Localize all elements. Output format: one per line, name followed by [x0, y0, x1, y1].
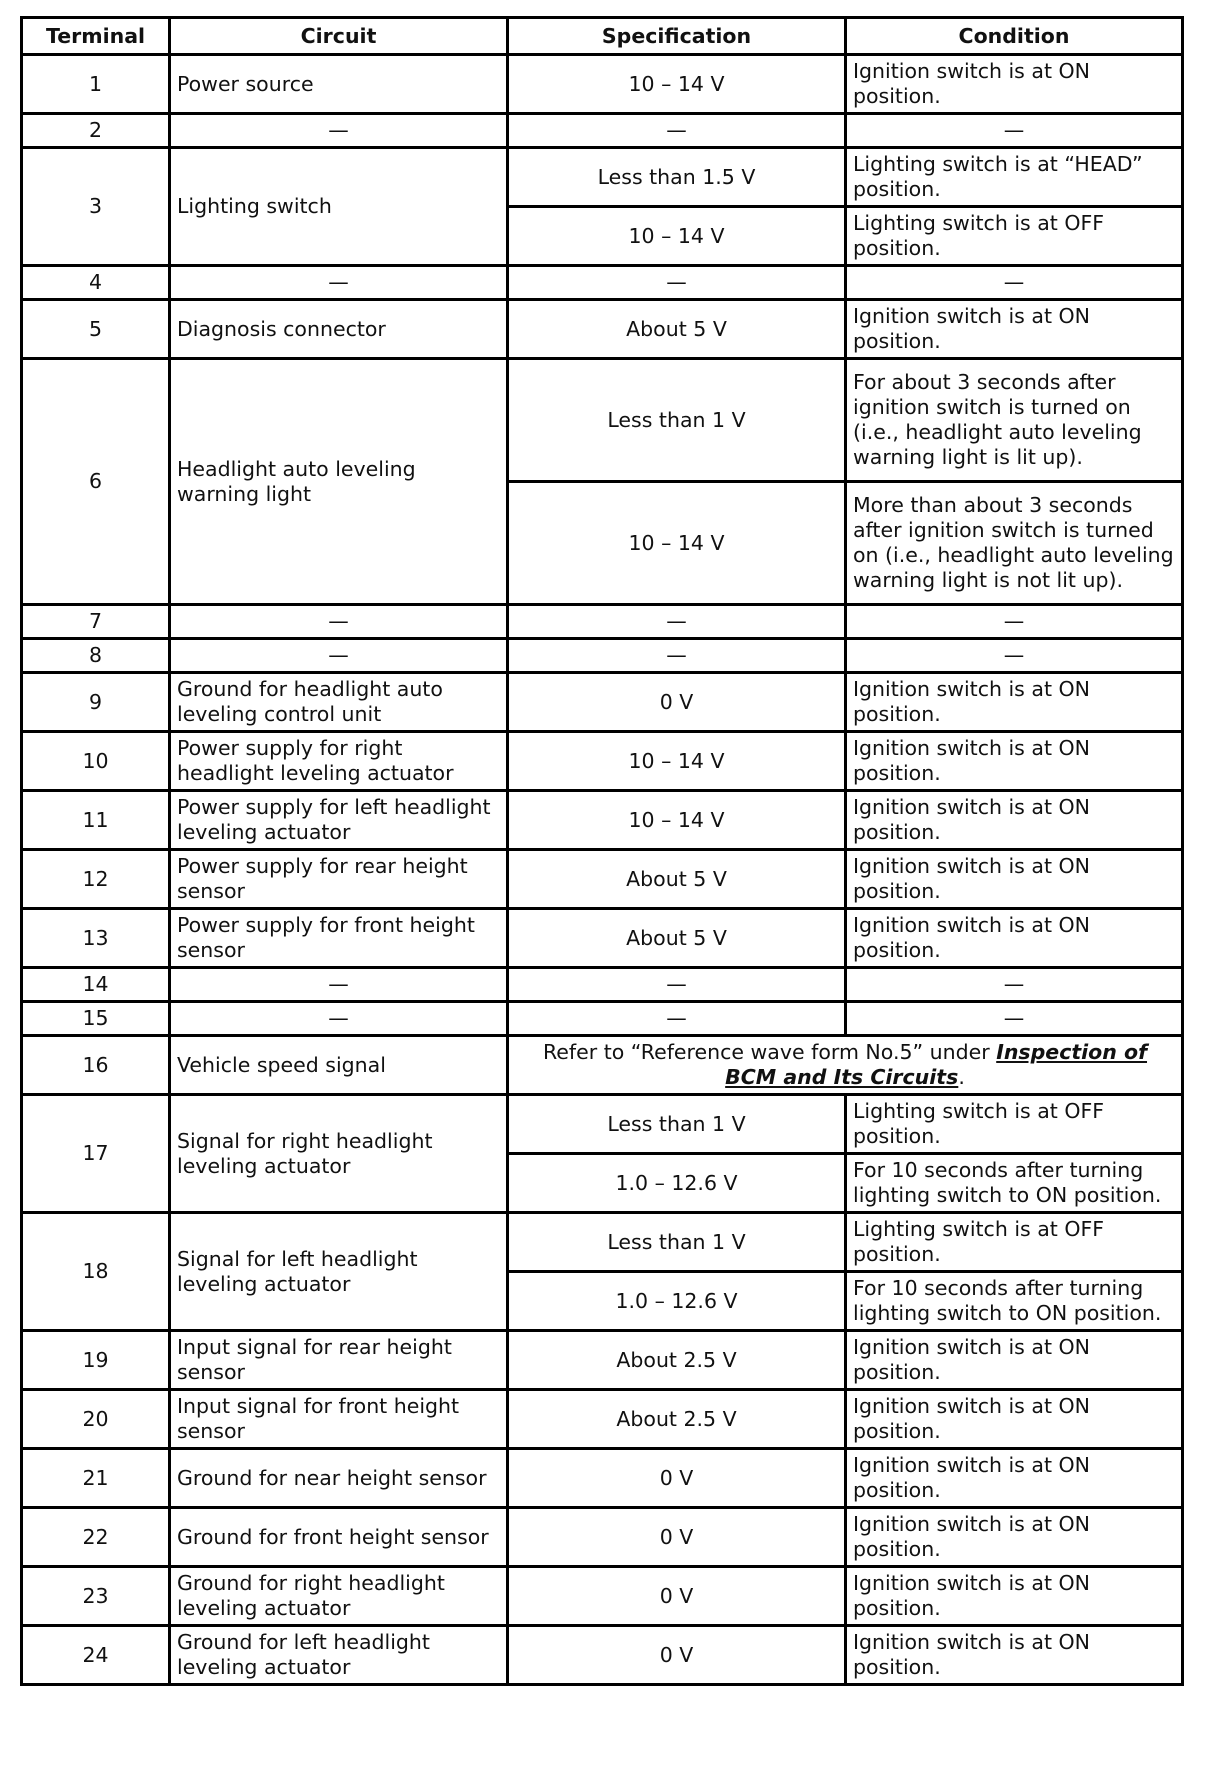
specification-cell: Less than 1 V: [508, 1213, 846, 1272]
circuit-cell: —: [170, 114, 508, 148]
circuit-cell: Power source: [170, 55, 508, 114]
condition-cell: For about 3 seconds after ignition switch is turned on (i.e., headlight auto leveling warning light is lit up).: [846, 359, 1183, 482]
specification-cell: About 5 V: [508, 300, 846, 359]
terminal-cell: 6: [22, 359, 170, 605]
table-row: [22, 1002, 1183, 1036]
condition-cell: —: [846, 605, 1183, 639]
header-specification: Specification: [508, 18, 846, 55]
terminal-cell: 18: [22, 1213, 170, 1331]
terminal-cell: 1: [22, 55, 170, 114]
table-row: [22, 1213, 1183, 1272]
specification-cell: 10 – 14 V: [508, 207, 846, 266]
condition-cell: —: [846, 266, 1183, 300]
specification-cell: 1.0 – 12.6 V: [508, 1154, 846, 1213]
condition-cell: —: [846, 968, 1183, 1002]
condition-cell: Ignition switch is at ON position.: [846, 1331, 1183, 1390]
terminal-cell: 24: [22, 1626, 170, 1685]
terminal-cell: 20: [22, 1390, 170, 1449]
circuit-cell: Input signal for front height sensor: [170, 1390, 508, 1449]
specification-cell: —: [508, 114, 846, 148]
specification-cell: —: [508, 266, 846, 300]
condition-cell: —: [846, 114, 1183, 148]
condition-cell: Ignition switch is at ON position.: [846, 791, 1183, 850]
terminal-cell: 23: [22, 1567, 170, 1626]
table-row: [22, 968, 1183, 1002]
header-circuit: Circuit: [170, 18, 508, 55]
circuit-cell: Lighting switch: [170, 148, 508, 266]
terminal-cell: 11: [22, 791, 170, 850]
specification-cell: About 2.5 V: [508, 1390, 846, 1449]
circuit-cell: Signal for right headlight leveling actuator: [170, 1095, 508, 1213]
specification-cell: —: [508, 639, 846, 673]
specification-cell: 0 V: [508, 1626, 846, 1685]
header-condition: Condition: [846, 18, 1183, 55]
table-row: [22, 300, 1183, 359]
terminal-cell: 14: [22, 968, 170, 1002]
table-row: [22, 605, 1183, 639]
terminal-cell: 13: [22, 909, 170, 968]
circuit-cell: Input signal for rear height sensor: [170, 1331, 508, 1390]
condition-cell: —: [846, 1002, 1183, 1036]
terminal-cell: 3: [22, 148, 170, 266]
specification-cell: 10 – 14 V: [508, 482, 846, 605]
table-row: [22, 1626, 1183, 1685]
circuit-cell: Ground for front height sensor: [170, 1508, 508, 1567]
specification-cell: 0 V: [508, 673, 846, 732]
circuit-cell: Power supply for right headlight leveling actuator: [170, 732, 508, 791]
table-row: [22, 1567, 1183, 1626]
table-row: [22, 1508, 1183, 1567]
bcm-inspection-link[interactable]: Inspection of BCM and Its Circuits: [725, 1040, 1148, 1089]
circuit-cell: Power supply for front height sensor: [170, 909, 508, 968]
table-row: [22, 1331, 1183, 1390]
terminal-cell: 4: [22, 266, 170, 300]
table-row: [22, 55, 1183, 114]
circuit-cell: —: [170, 1002, 508, 1036]
condition-cell: Ignition switch is at ON position.: [846, 300, 1183, 359]
condition-cell: Ignition switch is at ON position.: [846, 1449, 1183, 1508]
terminal-cell: 7: [22, 605, 170, 639]
terminal-cell: 2: [22, 114, 170, 148]
table-row: [22, 359, 1183, 482]
table-row: [22, 850, 1183, 909]
table-row: [22, 791, 1183, 850]
specification-cell: About 2.5 V: [508, 1331, 846, 1390]
table-row: [22, 1095, 1183, 1154]
table-row: [22, 909, 1183, 968]
condition-cell: Lighting switch is at “HEAD” position.: [846, 148, 1183, 207]
specification-cell: Less than 1 V: [508, 1095, 846, 1154]
terminal-cell: 22: [22, 1508, 170, 1567]
circuit-cell: —: [170, 605, 508, 639]
specification-cell: 10 – 14 V: [508, 791, 846, 850]
circuit-cell: —: [170, 266, 508, 300]
table-row: [22, 1036, 1183, 1095]
terminal-cell: 21: [22, 1449, 170, 1508]
specification-cell: About 5 V: [508, 850, 846, 909]
terminal-cell: 9: [22, 673, 170, 732]
specification-cell: 1.0 – 12.6 V: [508, 1272, 846, 1331]
terminal-spec-table: [20, 16, 1184, 1686]
condition-cell: Ignition switch is at ON position.: [846, 1626, 1183, 1685]
circuit-cell: Signal for left headlight leveling actuator: [170, 1213, 508, 1331]
condition-cell: Ignition switch is at ON position.: [846, 1508, 1183, 1567]
table-row: [22, 266, 1183, 300]
circuit-cell: Power supply for rear height sensor: [170, 850, 508, 909]
reference-cell: [508, 1036, 1183, 1095]
terminal-cell: 5: [22, 300, 170, 359]
specification-cell: 0 V: [508, 1449, 846, 1508]
terminal-cell: 16: [22, 1036, 170, 1095]
condition-cell: Lighting switch is at OFF position.: [846, 1095, 1183, 1154]
specification-cell: —: [508, 605, 846, 639]
terminal-cell: 19: [22, 1331, 170, 1390]
condition-cell: Ignition switch is at ON position.: [846, 1567, 1183, 1626]
circuit-cell: Ground for headlight auto leveling control unit: [170, 673, 508, 732]
condition-cell: Ignition switch is at ON position.: [846, 850, 1183, 909]
condition-cell: —: [846, 639, 1183, 673]
circuit-cell: —: [170, 639, 508, 673]
table-row: [22, 732, 1183, 791]
circuit-cell: Power supply for left headlight leveling actuator: [170, 791, 508, 850]
specification-cell: About 5 V: [508, 909, 846, 968]
specification-cell: 10 – 14 V: [508, 732, 846, 791]
table-row: [22, 1449, 1183, 1508]
terminal-cell: 15: [22, 1002, 170, 1036]
header-row: [22, 18, 1183, 55]
condition-cell: Ignition switch is at ON position.: [846, 909, 1183, 968]
circuit-cell: Ground for left headlight leveling actuator: [170, 1626, 508, 1685]
condition-cell: Lighting switch is at OFF position.: [846, 207, 1183, 266]
circuit-cell: Ground for near height sensor: [170, 1449, 508, 1508]
specification-cell: 10 – 14 V: [508, 55, 846, 114]
condition-cell: Ignition switch is at ON position.: [846, 732, 1183, 791]
condition-cell: More than about 3 seconds after ignition switch is turned on (i.e., headlight auto leveling warning light is not lit up).: [846, 482, 1183, 605]
condition-cell: Ignition switch is at ON position.: [846, 673, 1183, 732]
table-row: [22, 673, 1183, 732]
terminal-cell: 10: [22, 732, 170, 791]
condition-cell: Lighting switch is at OFF position.: [846, 1213, 1183, 1272]
reference-text: Refer to “Reference wave form No.5” under: [542, 1040, 997, 1064]
terminal-cell: 12: [22, 850, 170, 909]
specification-cell: Less than 1.5 V: [508, 148, 846, 207]
table-row: [22, 639, 1183, 673]
reference-suffix: .: [958, 1065, 965, 1089]
terminal-cell: 8: [22, 639, 170, 673]
specification-cell: 0 V: [508, 1567, 846, 1626]
specification-cell: —: [508, 1002, 846, 1036]
specification-cell: 0 V: [508, 1508, 846, 1567]
table-row: [22, 114, 1183, 148]
circuit-cell: —: [170, 968, 508, 1002]
terminal-cell: 17: [22, 1095, 170, 1213]
specification-cell: Less than 1 V: [508, 359, 846, 482]
condition-cell: Ignition switch is at ON position.: [846, 55, 1183, 114]
circuit-cell: Vehicle speed signal: [170, 1036, 508, 1095]
circuit-cell: Ground for right headlight leveling actuator: [170, 1567, 508, 1626]
table-row: [22, 1390, 1183, 1449]
circuit-cell: Diagnosis connector: [170, 300, 508, 359]
table-row: [22, 148, 1183, 207]
specification-cell: —: [508, 968, 846, 1002]
header-terminal: Terminal: [22, 18, 170, 55]
condition-cell: Ignition switch is at ON position.: [846, 1390, 1183, 1449]
condition-cell: For 10 seconds after turning lighting switch to ON position.: [846, 1272, 1183, 1331]
circuit-cell: Headlight auto leveling warning light: [170, 359, 508, 605]
condition-cell: For 10 seconds after turning lighting switch to ON position.: [846, 1154, 1183, 1213]
